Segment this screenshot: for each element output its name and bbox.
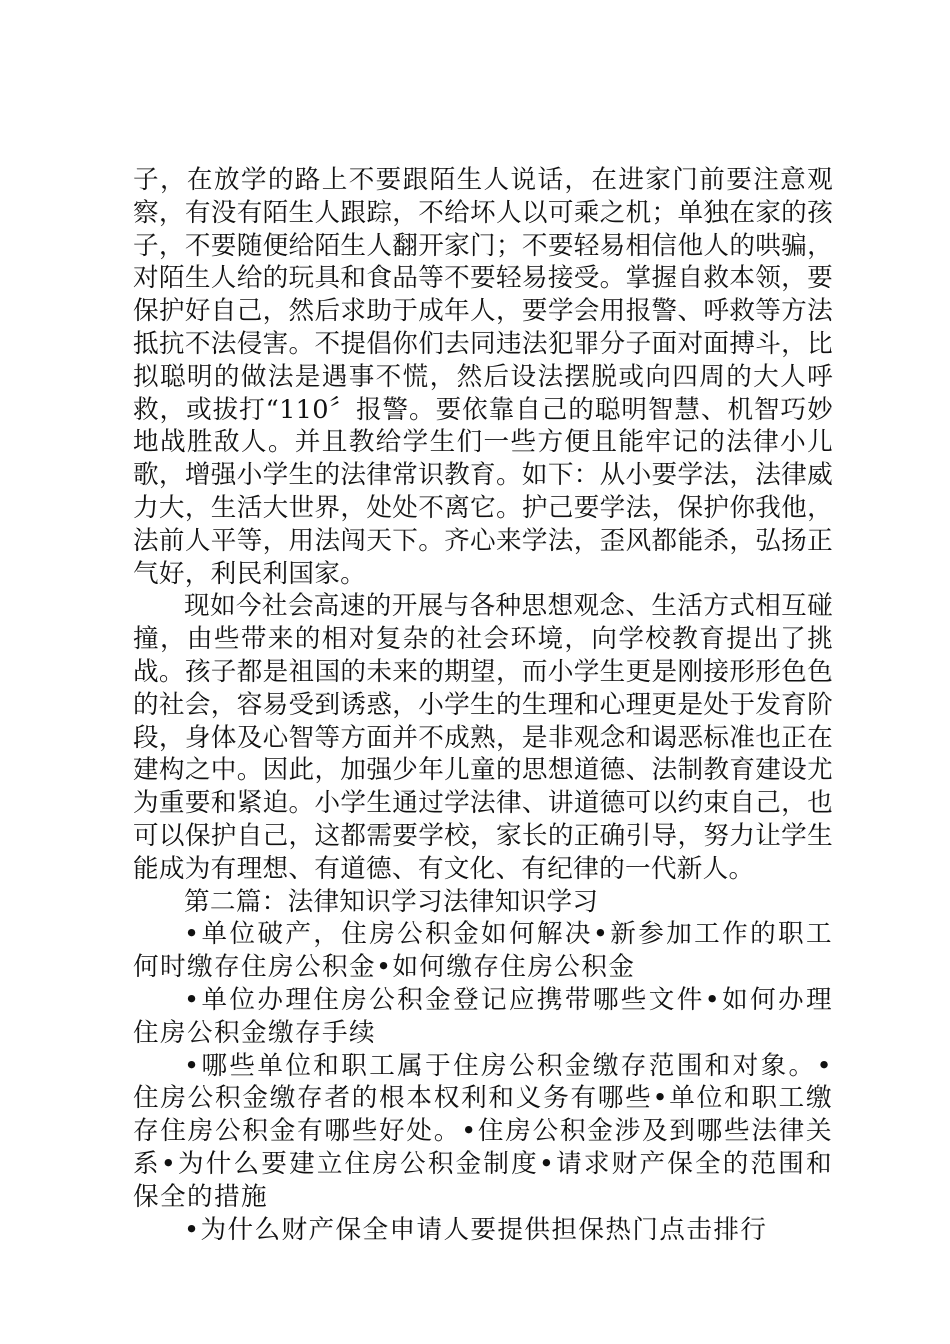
section-heading: 第二篇：法律知识学习法律知识学习 <box>184 886 599 917</box>
bullet-item: •单位破产，住房公积金如何解决•新参加工作的职工何时缴存住房公积金•如何缴存住房公积金 <box>133 919 833 983</box>
paragraph-social-environment: 现如今社会高速的开展与各种思想观念、生活方式相互碰撞，由些带来的相对复杂的社会环境，向学校教育提出了挑战。孩子都是祖国的未来的期望，而小学生更是刚接形形色色的社会，容易受到诱惑，小学生的生理和心理更是处于发育阶段，身体及心智等方面并不成熟，是非观念和谒恶标准也正在建构之中。因此，加强少年儿童的思想道德、法制教育建设尤为重要和紧迫。小学生通过学法律、讲道德可以约束自己，也可以保护自己，这都需要学校，家长的正确引导，努力让学生能成为有理想、有道德、有文化、有纪律的一代新人。 <box>133 591 833 884</box>
document-page <box>133 164 833 1246</box>
paragraph-safety-advice: 子，在放学的路上不要跟陌生人说话，在进家门前要注意观察，有没有陌生人跟踪，不给坏人以可乘之机；单独在家的孩子，不要随便给陌生人翻开家门；不要轻易相信他人的哄骗，对陌生人给的玩具和食品等不要轻易接受。掌握自救本领，要保护好自己，然后求助于成年人，要学会用报警、呼救等方法抵抗不法侵害。不提倡你们去同违法犯罪分子面对面搏斗，比拟聪明的做法是遇事不慌，然后设法摆脱或向四周的大人呼救，或拔打“110〞报警。要依靠自己的聪明智慧、机智巧妙地战胜敌人。并且教给学生们一些方便且能牢记的法律小儿歌，增强小学生的法律常识教育。如下：从小要学法，法律威力大，生活大世界，处处不离它。护己要学法，保护你我他，法前人平等，用法闯天下。齐心来学法，歪风都能杀，弘扬正气好，利民利国家。 <box>133 165 833 589</box>
bullet-item: •为什么财产保全申请人要提供担保热门点击排行 <box>184 1214 768 1245</box>
bullet-item: •哪些单位和职工属于住房公积金缴存范围和对象。•住房公积金缴存者的根本权利和义务有哪些•单位和职工缴存住房公积金有哪些好处。•住房公积金涉及到哪些法律关系•为什么要建立住房公积金制度•请求财产保全的范围和保全的措施 <box>133 1050 833 1212</box>
bullet-item: •单位办理住房公积金登记应携带哪些文件•如何办理住房公积金缴存手续 <box>133 984 833 1048</box>
